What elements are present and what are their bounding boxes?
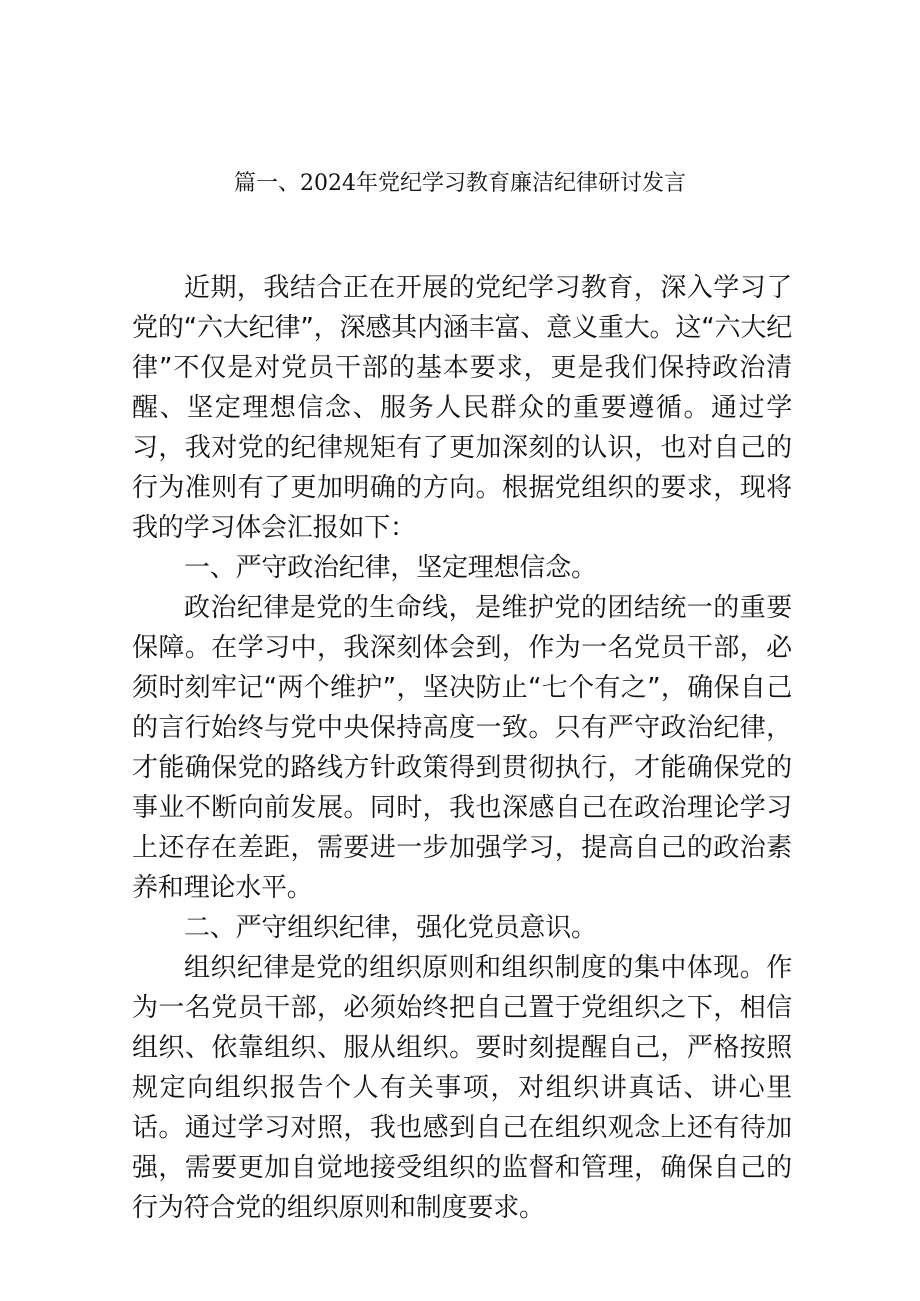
paragraph-organizational: 组织纪律是党的组织原则和组织制度的集中体现。作为一名党员干部，必须始终把自己置于党组织之下，相信组织、依靠组织、服从组织。要时刻提醒自己，严格按照规定向组织报告个人有关事项，对组织讲真话、讲心里话。通过学习对照，我也感到自己在组织观念上还有待加强，需要更加自觉地接受组织的监督和管理，确保自己的行为符合党的组织原则和制度要求。 (132, 953, 792, 1223)
document-title: 篇一、2024年党纪学习教育廉洁纪律研讨发言 (234, 171, 686, 196)
paragraph-political: 政治纪律是党的生命线，是维护党的团结统一的重要保障。在学习中，我深刻体会到，作为一名党员干部，必须时刻牢记“两个维护”，坚决防止“七个有之”，确保自己的言行始终与党中央保持高度一致。只有严守政治纪律，才能确保党的路线方针政策得到贯彻执行，才能确保党的事业不断向前发展。同时，我也深感自己在政治理论学习上还存在差距，需要进一步加强学习，提高自己的政治素养和理论水平。 (132, 593, 792, 903)
paragraph-intro: 近期，我结合正在开展的党纪学习教育，深入学习了党的“六大纪律”，深感其内涵丰富、意义重大。这“六大纪律”不仅是对党员干部的基本要求，更是我们保持政治清醒、坚定理想信念、服务人民群众的重要遵循。通过学习，我对党的纪律规矩有了更加深刻的认识，也对自己的行为准则有了更加明确的方向。根据党组织的要求，现将我的学习体会汇报如下： (132, 273, 792, 543)
section-heading-political: 一、严守政治纪律，坚定理想信念。 (184, 553, 597, 583)
document-body (132, 268, 792, 1228)
section-heading-organizational: 二、严守组织纪律，强化党员意识。 (184, 913, 597, 943)
